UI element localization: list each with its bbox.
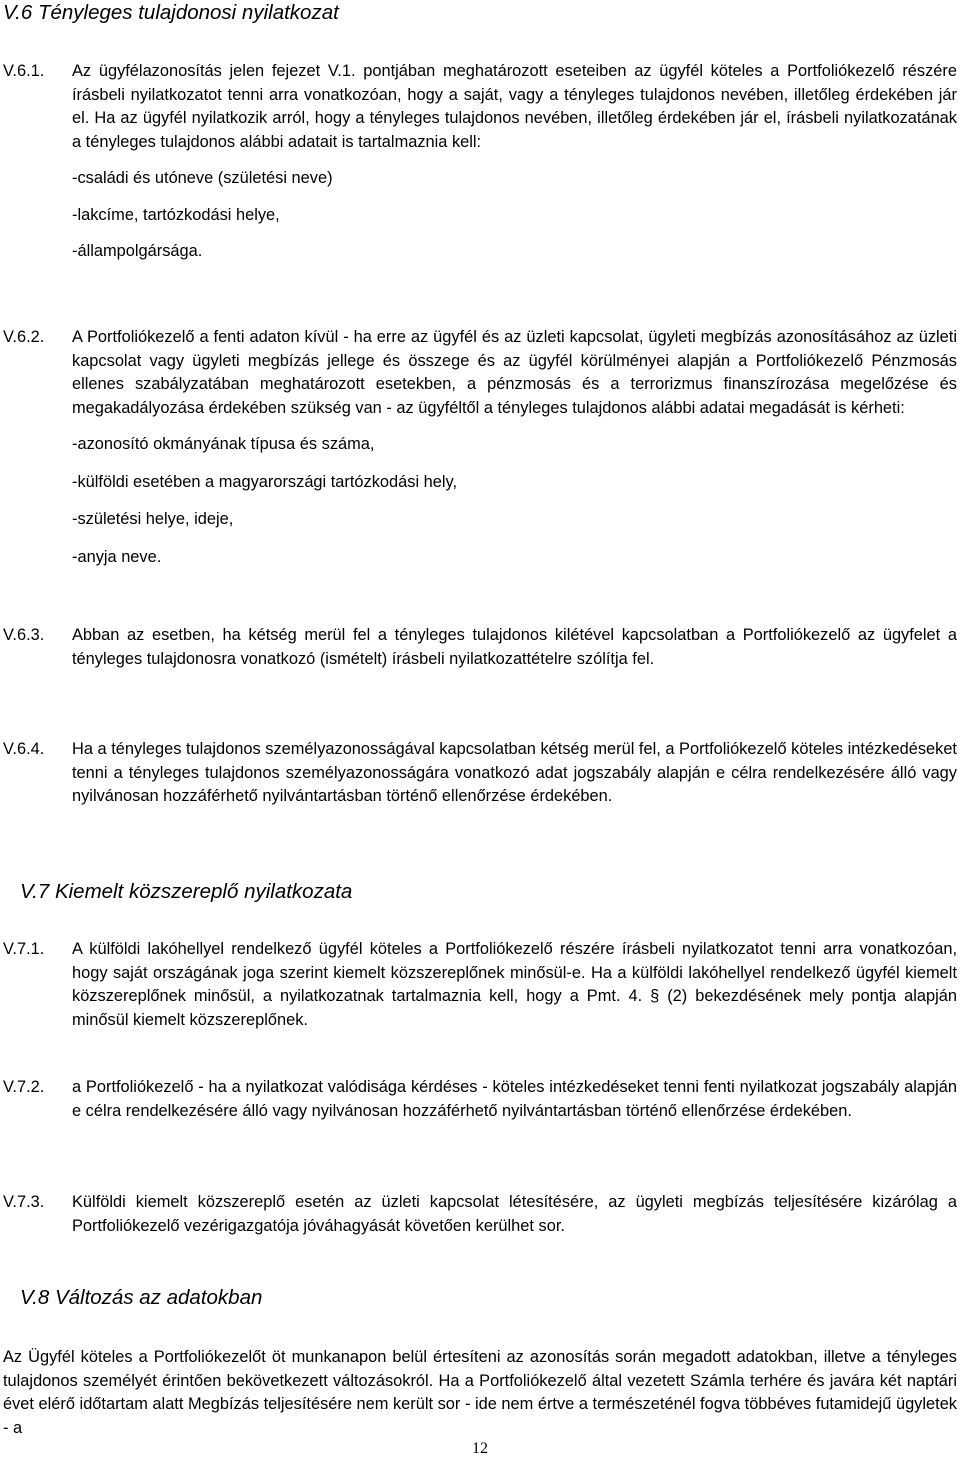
paragraph-text: Abban az esetben, ha kétség merül fel a tényleges tulajdonos kilétével kapcsolatban a Portfoliókezelő az ügyfelet a tényleges tulajdonosra vonatkozó (ismételt) írásbeli nyilatkozattételre szólítja fel. xyxy=(72,626,957,668)
paragraph-text: A Portfoliókezelő a fenti adaton kívül - ha erre az ügyfél és az üzleti kapcsolat, ügyleti megbízás azonosításához az üzleti kapcsolat vagy ügyleti megbízás jellege és összege és az ügyfél körülményei alapján a Portfoliókezelő Pénzmosás ellenes szabályzatában meghatározott esetekben, a pénzmosás és a terrorizmus finanszírozása megelőzése és megakadályozása érdekében szükség van - az ügyféltől a tényleges tulajdonos alábbi adatai megadását is kérheti: xyxy=(72,328,957,417)
paragraph-v6-1 xyxy=(3,60,957,264)
paragraph-body xyxy=(72,60,957,264)
paragraph-body xyxy=(72,738,957,809)
list-item: -állampolgársága. xyxy=(72,242,203,260)
bullet-list xyxy=(72,433,957,569)
paragraph-number: V.6.1. xyxy=(3,62,45,80)
paragraph-number: V.6.3. xyxy=(3,626,45,644)
paragraph-number: V.7.1. xyxy=(3,940,45,958)
paragraph-v6-4 xyxy=(3,738,957,809)
list-item: -azonosító okmányának típusa és száma, xyxy=(72,435,375,453)
paragraph-v7-3 xyxy=(3,1191,957,1238)
paragraph-number: V.7.3. xyxy=(3,1193,45,1211)
page-number: 12 xyxy=(472,1440,488,1457)
paragraph-v6-2 xyxy=(3,326,957,569)
paragraph-body xyxy=(72,1076,957,1123)
section-heading-v6: V.6 Tényleges tulajdonosi nyilatkozat xyxy=(3,1,339,24)
paragraph-v8: Az Ügyfél köteles a Portfoliókezelőt öt munkanapon belül értesíteni az azonosítás során megadott adatokban, illetve a tényleges tulajdonos személyét érintően bekövetkezett változásokról. Ha a Portfoliókezelő által vezetett Számla terhére és javára két naptári évet elérő időtartam alatt Megbízás teljesítésére nem került sor - ide nem értve a természeténél fogva többéves futamidejű ügyletek - a xyxy=(3,1348,957,1437)
bullet-list xyxy=(72,167,957,264)
list-item: -születési helye, ideje, xyxy=(72,510,234,528)
list-item: -külföldi esetében a magyarországi tartózkodási hely, xyxy=(72,472,458,491)
list-item: -családi és utóneve (születési neve) xyxy=(72,169,333,187)
paragraph-text: a Portfoliókezelő - ha a nyilatkozat valódisága kérdéses - köteles intézkedéseket tenni fenti nyilatkozat jogszabály alapján e célra rendelkezésére álló vagy nyilvánosan hozzáférhető nyilvántartásban történő ellenőrzése érdekében. xyxy=(72,1078,957,1120)
paragraph-text: Az ügyfélazonosítás jelen fejezet V.1. pontjában meghatározott eseteiben az ügyfél köteles a Portfoliókezelő részére írásbeli nyilatkozatot tenni arra vonatkozóan, hogy a saját, vagy a tényleges tulajdonos nevében, illetőleg érdekében jár el. Ha az ügyfél nyilatkozik arról, hogy a tényleges tulajdonos nevében, illetőleg érdekében jár el, írásbeli nyilatkozatának a tényleges tulajdonos alábbi adatait is tartalmaznia kell: xyxy=(72,62,957,151)
paragraph-number: V.7.2. xyxy=(3,1078,45,1096)
list-item: -lakcíme, tartózkodási helye, xyxy=(72,205,280,224)
paragraph-body xyxy=(72,1191,957,1238)
paragraph-number: V.6.2. xyxy=(3,328,45,346)
paragraph-body xyxy=(72,326,957,569)
section-heading-v7: V.7 Kiemelt közszereplő nyilatkozata xyxy=(20,880,353,903)
paragraph-v6-3 xyxy=(3,624,957,671)
paragraph-text: Ha a tényleges tulajdonos személyazonosságával kapcsolatban kétség merül fel, a Portfoliókezelő köteles intézkedéseket tenni a tényleges tulajdonos személyazonosságára vonatkozó adat jogszabály alapján e célra rendelkezésére álló vagy nyilvánosan hozzáférhető nyilvántartásban történő ellenőrzése érdekében. xyxy=(72,740,957,805)
section-heading-v8: V.8 Változás az adatokban xyxy=(20,1286,263,1309)
paragraph-body xyxy=(72,938,957,1032)
paragraph-text: A külföldi lakóhellyel rendelkező ügyfél köteles a Portfoliókezelő részére írásbeli nyilatkozatot tenni arra vonatkozóan, hogy saját országának joga szerint kiemelt közszereplőnek minősül-e. Ha a külföldi lakóhellyel rendelkező ügyfél kiemelt közszereplőnek minősül, a nyilatkozatnak tartalmaznia kell, hogy a Pmt. 4. § (2) bekezdésének mely pontja alapján minősül kiemelt közszereplőnek. xyxy=(72,940,957,1029)
list-item: -anyja neve. xyxy=(72,547,162,566)
paragraph-v7-2 xyxy=(3,1076,957,1123)
paragraph-text: Külföldi kiemelt közszereplő esetén az üzleti kapcsolat létesítésére, az ügyleti megbízás teljesítésére kizárólag a Portfoliókezelő vezérigazgatója jóváhagyását követően kerülhet sor. xyxy=(72,1193,957,1235)
paragraph-v7-1 xyxy=(3,938,957,1032)
paragraph-number: V.6.4. xyxy=(3,740,45,758)
paragraph-body xyxy=(72,624,957,671)
